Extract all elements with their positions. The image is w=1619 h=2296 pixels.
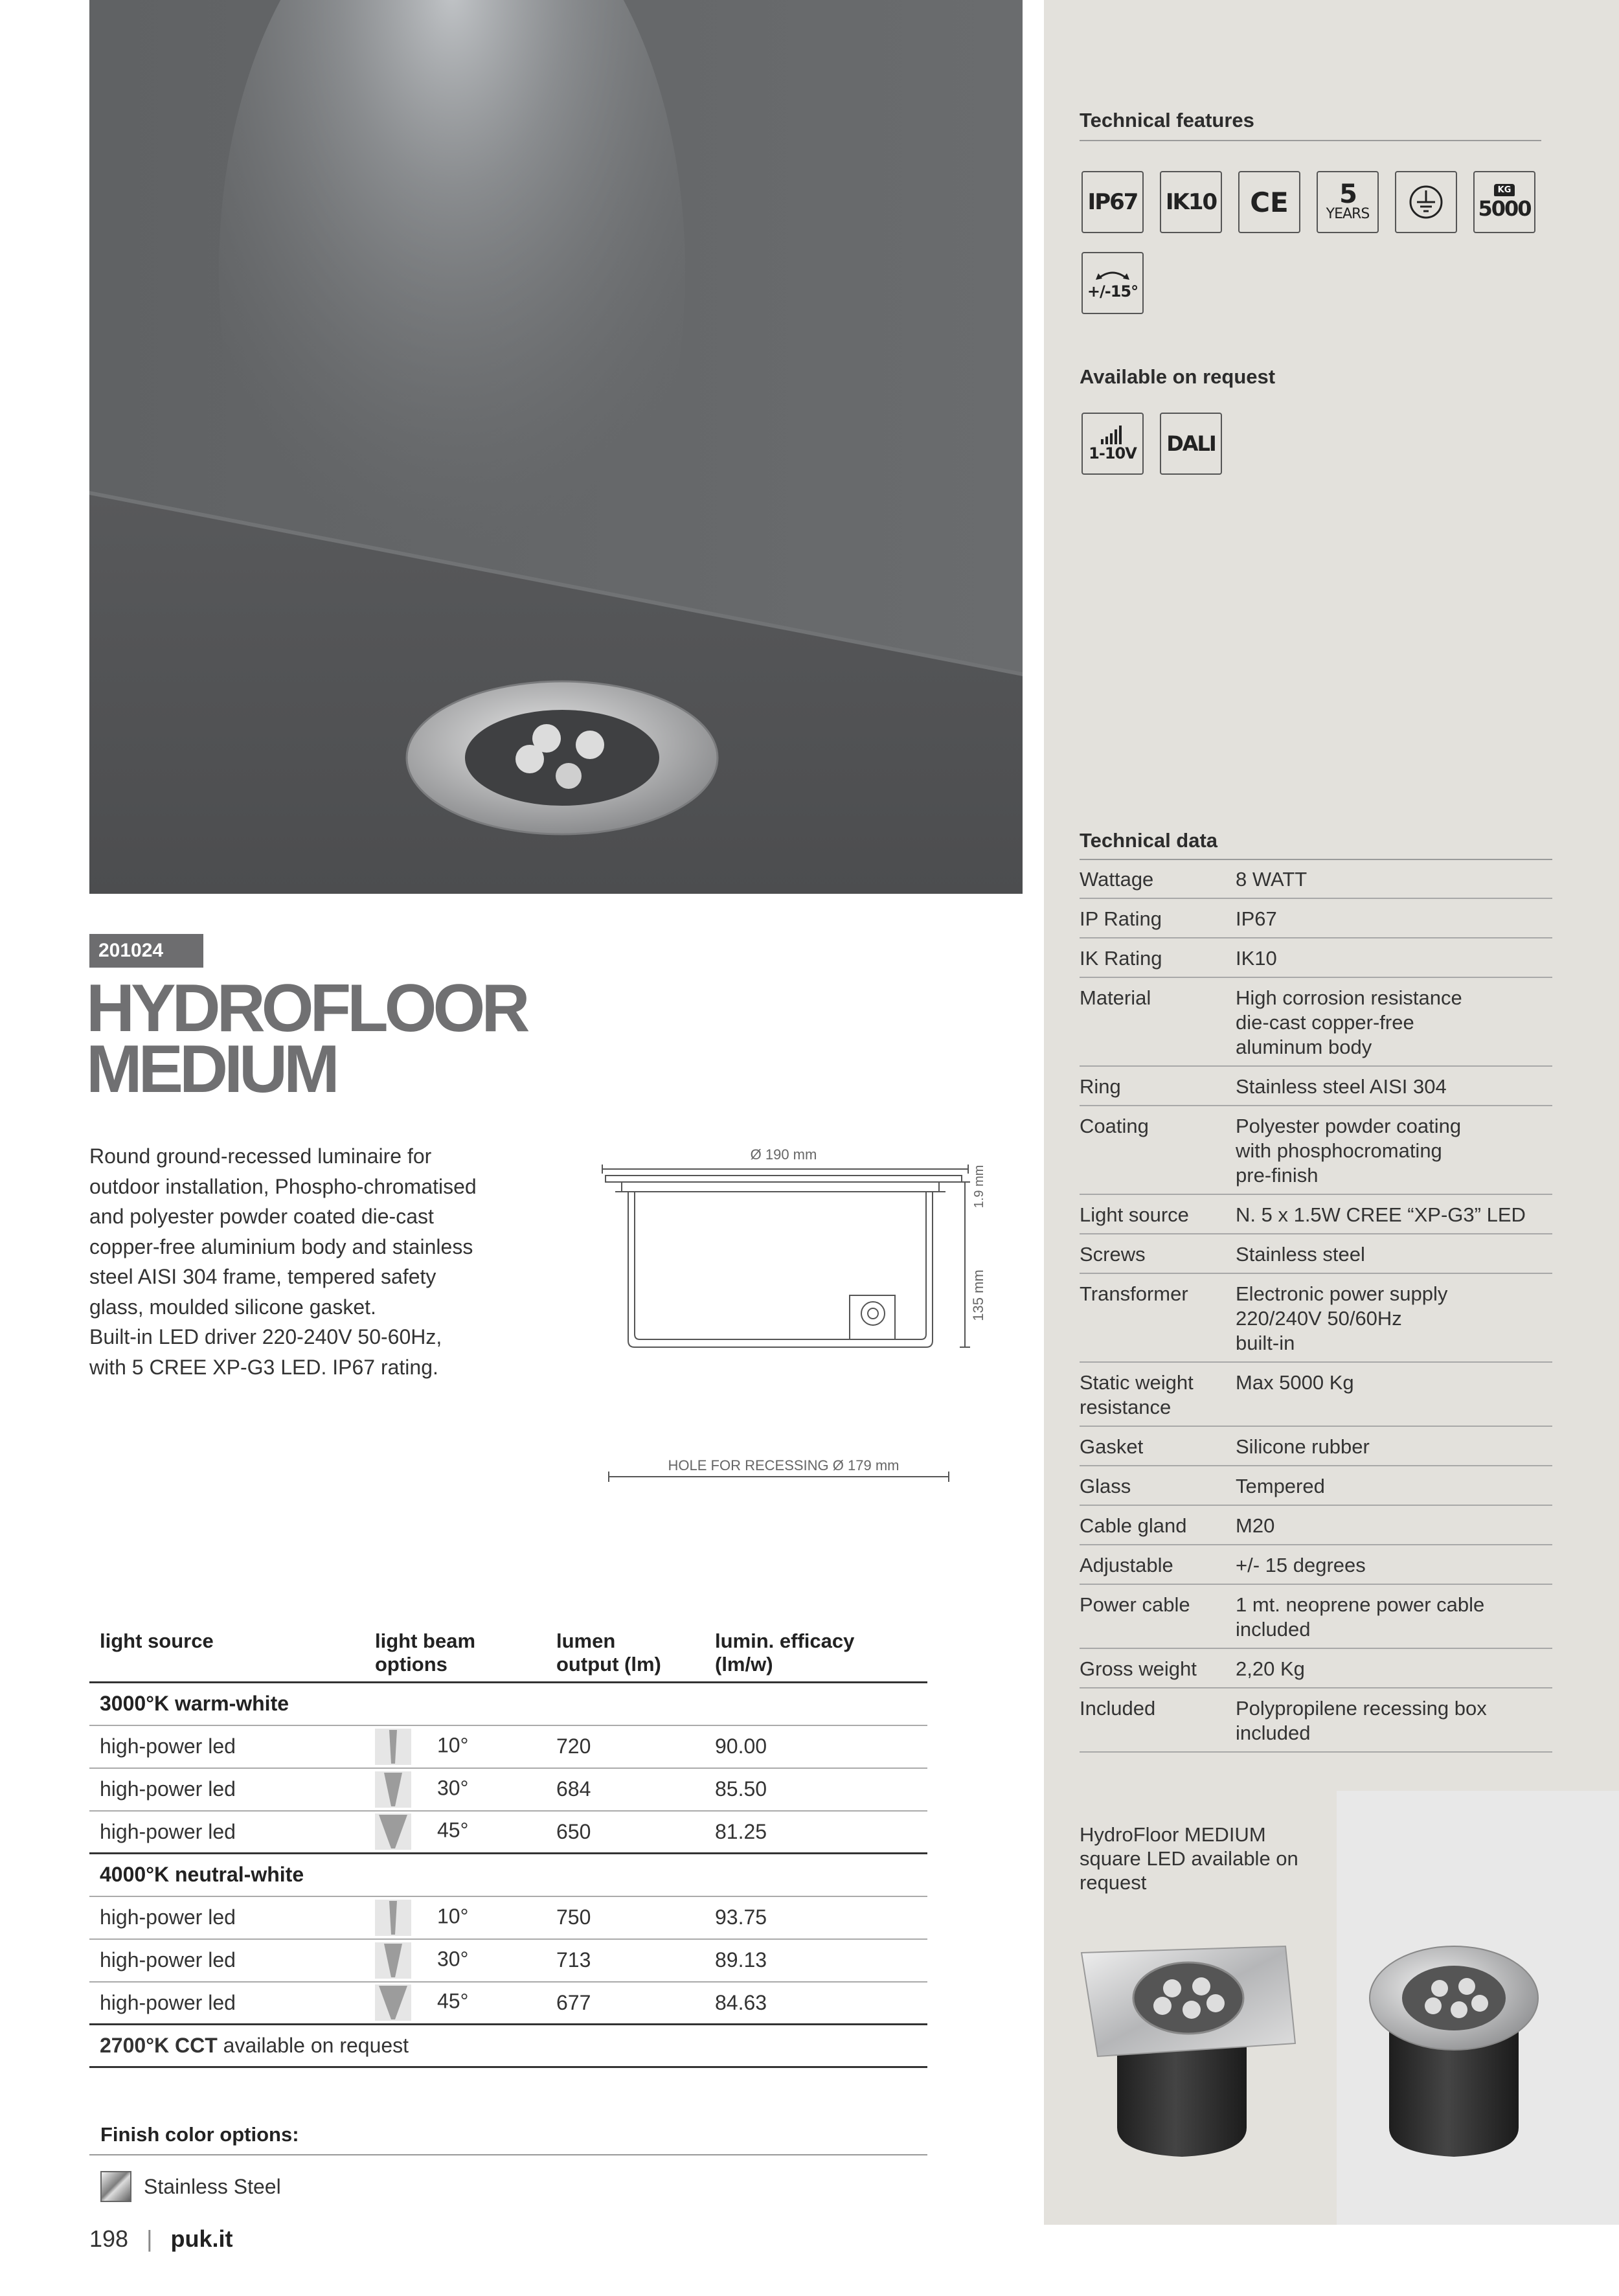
beam-angle-icon [375, 1729, 411, 1765]
tech-data-value: Stainless steel AISI 304 [1236, 1066, 1552, 1106]
beam-angle: 30° [437, 1775, 469, 1799]
tech-data-row [1080, 977, 1552, 1066]
beam-angle: 30° [437, 1946, 469, 1970]
lumen-note-bold: 2700°K CCT [100, 2034, 218, 2057]
divider [1080, 140, 1541, 141]
lumen-row [89, 1982, 927, 2025]
header-lumen: lumen output (lm) [546, 1626, 705, 1683]
tilt-arrow [1093, 266, 1132, 282]
earth-ground-icon [1395, 171, 1457, 233]
efficacy-cell: 90.00 [705, 1725, 927, 1768]
earth-ground-symbol [1407, 183, 1445, 222]
header-light-source: light source [89, 1626, 365, 1683]
variant-text: HydroFloor MEDIUM square LED available on request [1080, 1823, 1298, 1894]
light-source-cell: high-power led [89, 1982, 365, 2025]
finish-option-label: Stainless Steel [144, 2175, 281, 2198]
round-variant-image [1363, 1933, 1551, 2173]
warranty-icon: 5 YEARS [1317, 171, 1379, 233]
tech-data-value: 2,20 Kg [1236, 1648, 1552, 1688]
tech-data-value: IK10 [1236, 938, 1552, 977]
tech-data-key: Transformer [1080, 1273, 1236, 1362]
tech-data-row [1080, 1234, 1552, 1273]
lumen-cell: 713 [546, 1939, 705, 1982]
tech-data-key: Material [1080, 977, 1236, 1066]
tech-data-value: Tempered [1236, 1466, 1552, 1505]
beam-angle-icon [375, 1771, 411, 1808]
beam-cell [365, 1768, 546, 1811]
hole-label: HOLE FOR RECESSING Ø 179 mm [668, 1457, 900, 1473]
header-efficacy: lumin. efficacy (lm/w) [705, 1626, 927, 1683]
lumen-note [89, 2025, 927, 2067]
tilt-adjust-icon: +/-15° [1081, 252, 1144, 314]
beam-cell [365, 1725, 546, 1768]
tech-data-row [1080, 1362, 1552, 1426]
tech-data-value: IP67 [1236, 898, 1552, 938]
lumen-cell: 750 [546, 1896, 705, 1939]
tech-data-value: Stainless steel [1236, 1234, 1552, 1273]
tech-data-value: Polypropilene recessing box included [1236, 1688, 1552, 1752]
flange-label: 1.9 mm [972, 1165, 986, 1209]
light-source-cell: high-power led [89, 1896, 365, 1939]
tech-data-key: Included [1080, 1688, 1236, 1752]
tech-data-row [1080, 1194, 1552, 1234]
product-code: 201024 [89, 934, 203, 968]
tech-data-row [1080, 1106, 1552, 1194]
stainless-steel-swatch[interactable] [100, 2171, 131, 2202]
tech-data-row [1080, 1584, 1552, 1648]
dali-icon: DALI [1160, 413, 1222, 475]
flange [606, 1176, 962, 1182]
light-source-cell: high-power led [89, 1725, 365, 1768]
tech-data-row [1080, 1505, 1552, 1545]
tech-data-key: Static weight resistance [1080, 1362, 1236, 1426]
hero-photo [89, 0, 1023, 894]
description-line: Built-in LED driver 220-240V 50-60Hz, [89, 1325, 442, 1348]
tech-data-row [1080, 1466, 1552, 1505]
tech-data-value: +/- 15 degrees [1236, 1545, 1552, 1584]
lumen-group-label: 3000°K warm-white [89, 1683, 927, 1725]
beam-angle-icon [375, 1813, 411, 1850]
tech-data-value: High corrosion resistance die-cast copper-free aluminum body [1236, 977, 1552, 1066]
description-line: glass, moulded silicone gasket. [89, 1295, 376, 1319]
height-label: 135 mm [970, 1269, 986, 1321]
technical-data-heading: Technical data [1080, 829, 1218, 852]
product-description [89, 1141, 543, 1382]
tech-data-row [1080, 1688, 1552, 1752]
beam-angle: 45° [437, 1818, 469, 1842]
ik10-icon: IK10 [1160, 171, 1222, 233]
beam-angle: 45° [437, 1989, 469, 2013]
tech-data-value: Polyester powder coating with phosphocromating pre-finish [1236, 1106, 1552, 1194]
page-number: 198 [89, 2225, 129, 2252]
footer-separator: | [146, 2225, 153, 2252]
lumen-cell: 720 [546, 1725, 705, 1768]
ip67-icon: IP67 [1081, 171, 1144, 233]
tech-data-key: Ring [1080, 1066, 1236, 1106]
tech-data-row [1080, 1426, 1552, 1466]
tech-data-value: 8 WATT [1236, 859, 1552, 898]
header-beam: light beam options [365, 1626, 546, 1683]
technical-features-heading: Technical features [1080, 109, 1254, 131]
beam-cell [365, 1982, 546, 2025]
tech-data-key: IK Rating [1080, 938, 1236, 977]
divider [89, 2154, 927, 2155]
tech-data-key: Cable gland [1080, 1505, 1236, 1545]
lumen-cell: 684 [546, 1768, 705, 1811]
tech-data-key: Coating [1080, 1106, 1236, 1194]
lumen-row [89, 1811, 927, 1854]
tech-data-row [1080, 859, 1552, 898]
description-line: and polyester powder coated die-cast [89, 1205, 434, 1228]
tech-data-key: Screws [1080, 1234, 1236, 1273]
description-line: with 5 CREE XP-G3 LED. IP67 rating. [89, 1355, 438, 1379]
lumen-table-header [89, 1626, 927, 1683]
footer [89, 2225, 232, 2253]
efficacy-cell: 93.75 [705, 1896, 927, 1939]
light-source-cell: high-power led [89, 1939, 365, 1982]
product-title [86, 971, 604, 1107]
tech-data-key: Power cable [1080, 1584, 1236, 1648]
beam-angle: 10° [437, 1904, 469, 1927]
available-on-request-heading: Available on request [1080, 365, 1276, 388]
housing-outline [622, 1182, 939, 1347]
tech-data-value: N. 5 x 1.5W CREE “XP-G3” LED [1236, 1194, 1552, 1234]
lumen-group-row [89, 1854, 927, 1896]
tech-data-key: Glass [1080, 1466, 1236, 1505]
lumen-cell: 677 [546, 1982, 705, 2025]
beam-angle-icon [375, 1984, 411, 2021]
beam-cell [365, 1811, 546, 1854]
tech-data-key: Gross weight [1080, 1648, 1236, 1688]
tech-data-value: 1 mt. neoprene power cable included [1236, 1584, 1552, 1648]
title-line: HYDROFLOOR [86, 971, 526, 1046]
tech-data-row [1080, 1648, 1552, 1688]
description-line: Round ground-recessed luminaire for [89, 1144, 432, 1168]
lumen-note-text: available on request [217, 2034, 409, 2057]
efficacy-cell: 84.63 [705, 1982, 927, 2025]
hero-scene [89, 0, 1023, 894]
light-source-cell: high-power led [89, 1811, 365, 1854]
lumen-row [89, 1725, 927, 1768]
beam-angle: 10° [437, 1733, 469, 1756]
lumen-cell: 650 [546, 1811, 705, 1854]
tech-data-key: Wattage [1080, 859, 1236, 898]
signal-bars [1098, 425, 1127, 444]
title-line: MEDIUM [86, 1032, 336, 1107]
site-link[interactable]: puk.it [170, 2225, 233, 2252]
weight-icon: KG 5000 [1473, 171, 1535, 233]
efficacy-cell: 89.13 [705, 1939, 927, 1982]
lumen-table [89, 1626, 927, 2068]
lumen-note-row [89, 2025, 927, 2067]
description-line: copper-free aluminium body and stainless [89, 1234, 473, 1258]
tech-data-value: M20 [1236, 1505, 1552, 1545]
description-line: outdoor installation, Phospho-chromatised [89, 1174, 477, 1198]
tech-data-value: Electronic power supply 220/240V 50/60Hz built-in [1236, 1273, 1552, 1362]
lumen-row [89, 1896, 927, 1939]
beam-angle-icon [375, 1900, 411, 1936]
tech-data-key: Adjustable [1080, 1545, 1236, 1584]
tech-data-row [1080, 898, 1552, 938]
tech-data-value: Silicone rubber [1236, 1426, 1552, 1466]
tech-data-key: Light source [1080, 1194, 1236, 1234]
tech-data-value: Max 5000 Kg [1236, 1362, 1552, 1426]
lumen-group-row [89, 1683, 927, 1725]
tech-data-row [1080, 1545, 1552, 1584]
tech-data-row [1080, 938, 1552, 977]
light-source-cell: high-power led [89, 1768, 365, 1811]
tech-data-row [1080, 1273, 1552, 1362]
technical-data-table [1080, 859, 1552, 1753]
tech-data-key: IP Rating [1080, 898, 1236, 938]
lumen-row [89, 1768, 927, 1811]
diameter-label: Ø 190 mm [750, 1146, 817, 1163]
tech-data-row [1080, 1066, 1552, 1106]
dimmer-icon: 1-10V [1081, 413, 1144, 475]
beam-cell [365, 1896, 546, 1939]
beam-cell [365, 1939, 546, 1982]
lumen-row [89, 1939, 927, 1982]
efficacy-cell: 85.50 [705, 1768, 927, 1811]
description-line: steel AISI 304 frame, tempered safety [89, 1265, 436, 1288]
finish-heading: Finish color options: [100, 2123, 299, 2146]
ce-mark-icon: CE [1238, 171, 1300, 233]
square-variant-image [1072, 1933, 1305, 2173]
beam-angle-icon [375, 1942, 411, 1979]
dimension-drawing [596, 1140, 984, 1503]
lumen-group-label: 4000°K neutral-white [89, 1854, 927, 1896]
tech-data-key: Gasket [1080, 1426, 1236, 1466]
efficacy-cell: 81.25 [705, 1811, 927, 1854]
